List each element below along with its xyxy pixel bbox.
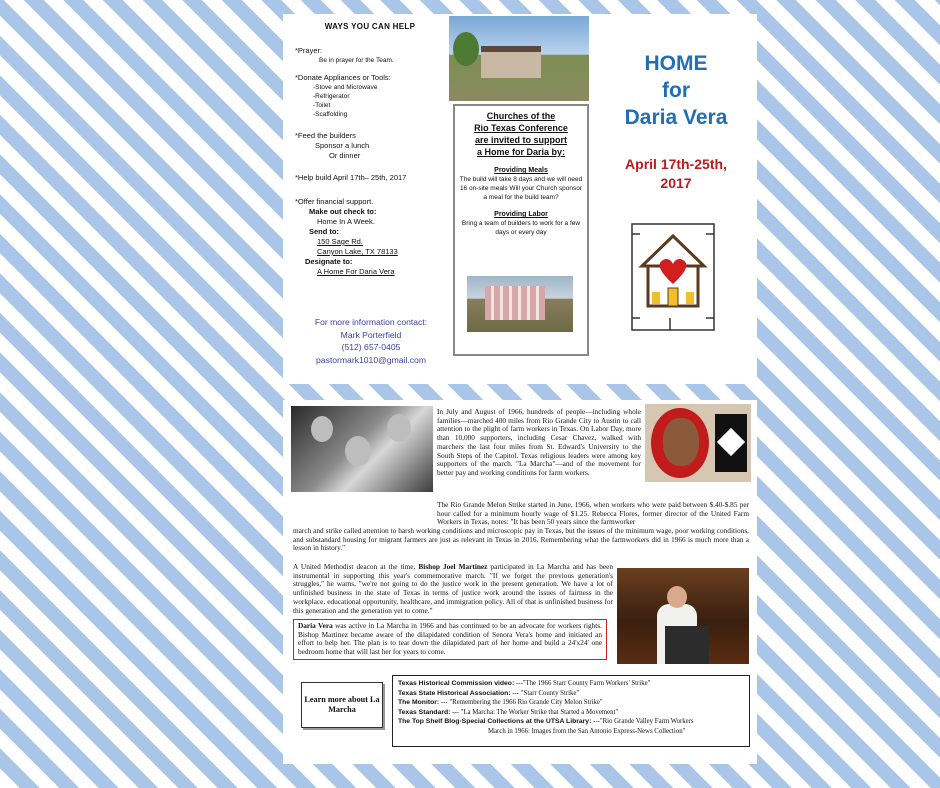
contact-email[interactable]: pastormark1010@gmail.com <box>316 354 426 365</box>
resource-link-text: --- "La Marcha: The Worker Strike that Started a Movement" <box>450 708 619 716</box>
help-build-label: *Help build April 17th– 25th, 2017 <box>295 173 407 182</box>
feed-lunch: Sponsor a lunch <box>315 141 370 150</box>
resource-link[interactable] <box>398 717 744 727</box>
churches-box <box>453 104 589 356</box>
prayer-label: *Prayer: <box>295 46 323 55</box>
churches-title-line: Churches of the <box>486 111 556 121</box>
resource-link-label: The Monitor: <box>398 699 440 706</box>
build-site-photo <box>467 276 573 332</box>
labor-text: Bring a team of builders to work for a few days or every day <box>461 220 581 236</box>
title-line-for: for <box>662 79 690 102</box>
check-label: Make out check to: <box>309 207 377 216</box>
feed-label: *Feed the builders <box>295 131 356 140</box>
resource-link[interactable] <box>398 679 744 689</box>
contact-block <box>291 316 451 366</box>
daria-vera-box <box>293 619 607 660</box>
brochure-back-panel <box>283 400 757 764</box>
paragraph-melon-strike-1: The Rio Grande Melon Strike started in June, 1966, when workers who were paid between $.40-$.85 per hour called for a minimum hourly wage of $1.25. Rebecca Flores, former director of the United Farm Workers in Texas, notes: "It has been 50 years since the farmworker <box>437 500 749 527</box>
resource-link-text: --- "Remembering the 1966 Rio Grande City Melon Strike" <box>439 699 603 706</box>
donate-item: -Toilet <box>313 102 331 109</box>
paragraph-bishop <box>293 563 613 615</box>
prayer-detail: Be in prayer for the Team. <box>319 57 394 64</box>
resource-link-label: The Top Shelf Blog-Special Collections at the UTSA Library: <box>398 718 592 725</box>
contact-line: For more information contact: <box>314 317 428 327</box>
resource-link-continuation: March in 1966: Images from the San Antonio Express-News Collection" <box>488 727 686 735</box>
meals-heading: Providing Meals <box>494 167 548 174</box>
house-heart-icon <box>630 222 716 332</box>
feed-dinner: Or dinner <box>329 151 361 160</box>
paragraph-la-marcha: In July and August of 1966, hundreds of people—including whole families—marched 400 miles from Rio Grande City to Austin to call attention to the plight of farm workers in Texas. On Labor Day, more than 10,000 supporters, including Cesar Chavez, walked with marchers the last four miles from St. Edward's University to the South Steps of the Capitol. Texas religious leaders were among key supporters of the march. "La Marcha"—and of the movement for better pay and working conditions for farm workers. <box>437 407 641 477</box>
face-shape <box>387 414 411 442</box>
bishop-text-pre: A United Methodist deacon at the time, <box>293 562 419 571</box>
churches-title-line: are invited to support <box>474 135 567 145</box>
brochure-front-panel <box>283 14 757 384</box>
resource-link-label: Texas Standard: <box>398 708 451 716</box>
poster-face <box>663 418 699 466</box>
contact-phone: (512) 657-0405 <box>341 342 401 352</box>
la-marcha-photo <box>291 406 433 492</box>
designate-label: Designate to: <box>305 257 353 266</box>
churches-title <box>455 110 587 158</box>
viva-la-causa-poster <box>645 404 751 482</box>
title-line-home: HOME <box>644 52 708 75</box>
financial-label: *Offer financial support. <box>295 197 374 206</box>
designate-value: A Home For Daria Vera <box>317 267 395 276</box>
churches-title-line: a Home for Daria by: <box>476 147 566 157</box>
daria-name: Daria Vera <box>298 621 333 630</box>
check-payee: Home In A Week. <box>317 217 375 226</box>
resource-link[interactable] <box>398 708 744 718</box>
title-column <box>601 50 751 193</box>
donate-item: -Stove and Microwave <box>313 84 378 91</box>
address-line-2: Canyon Lake, TX 78133 <box>317 247 398 256</box>
title-line-name: Daria Vera <box>624 106 728 129</box>
churches-title-line: Rio Texas Conference <box>474 123 568 133</box>
resource-link[interactable] <box>398 689 744 699</box>
donate-label: *Donate Appliances or Tools: <box>295 73 391 82</box>
ufw-eagle-flag-icon <box>715 414 747 472</box>
dates-line-2: 2017 <box>660 175 692 191</box>
bishop-text-post: participated in La Marcha and has been instrumental in supporting this year's commemorative march. "If we forget the previous generation's struggles," he warns, "we're not going to do the justice work in the present generation. We have a lot of unfinished business in the state of Texas in terms of justice work around the issues of fairness in the workplace, educational opportunity, healthcare, and immigration policy. All of that is unfinished business for this generation and the generation yet to come." <box>293 562 613 615</box>
resource-link-label: Texas State Historical Association: <box>398 689 511 697</box>
tree-shape <box>453 32 479 66</box>
bishop-photo <box>617 568 749 664</box>
contact-name: Mark Porterfield <box>340 329 402 340</box>
dates-line-1: April 17th-25th, <box>625 156 727 172</box>
ways-to-help-column <box>295 22 445 277</box>
resource-link[interactable] <box>398 698 744 708</box>
address-line-1: 150 Sage Rd. <box>317 237 363 246</box>
resource-link-text: ---"Rio Grande Valley Farm Workers <box>591 718 694 725</box>
house-shape <box>481 46 541 78</box>
face-shape <box>311 416 333 442</box>
meals-text: The build will take 8 days and we will need 16 on-site meals Will your Church sponsor a meal for the build team? <box>459 176 583 201</box>
paragraph-melon-strike-2: march and strike called attention to harsh working conditions and microscopic pay in Texas, but the issues of the minimum wage, poor working conditions, and substandard housing for migrant farmers are just as relevant in Texas in 2016. Remembering what the farmworkers did in 1966 is much more than a lesson in history." <box>293 526 749 553</box>
bishop-name: Bishop Joel Martinez <box>418 562 488 571</box>
head-shape <box>667 586 687 608</box>
house-photo <box>449 16 589 101</box>
daria-text: was active in La Marcha in 1966 and has continued to be an advocate for workers rights. Bishop Martinez became aware of the dilapidated condition of Senora Vera's home and initiated an effort to help her. The plan is to tear down the dilapidated part of her home and build a 24'x24' one bedroom home that will last her for years to come. <box>298 621 602 657</box>
house-frame-shape <box>485 286 545 320</box>
podium-shape <box>665 626 709 664</box>
resource-link-label: Texas Historical Commission video: <box>398 680 515 687</box>
donate-item: -Refrigerator <box>313 93 350 100</box>
send-label: Send to: <box>309 227 339 236</box>
learn-more-button[interactable]: Learn more about La Marcha <box>301 682 383 728</box>
resource-link-text: ---"The 1966 Starr County Farm Workers' Strike" <box>514 680 651 687</box>
resource-link-text: --- "Starr County Strike" <box>510 689 580 697</box>
resource-links-box <box>392 675 750 747</box>
labor-heading: Providing Labor <box>494 211 548 218</box>
face-shape <box>345 436 371 466</box>
donate-item: -Scaffolding <box>313 111 348 118</box>
ways-heading: WAYS YOU CAN HELP <box>324 22 416 31</box>
